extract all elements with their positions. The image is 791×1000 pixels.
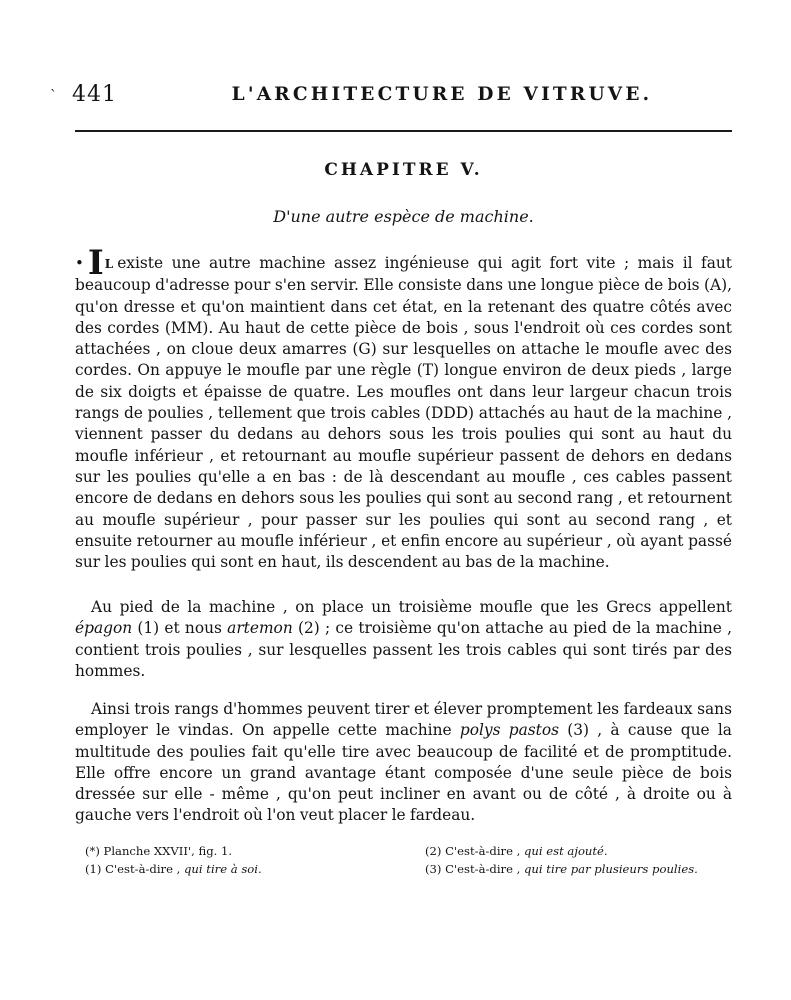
footnote-1 <box>85 860 262 878</box>
footnote-marker: (*) <box>85 844 100 858</box>
footnote-text: C'est-à-dire , <box>105 862 184 876</box>
footnote-text: C'est-à-dire , <box>445 862 524 876</box>
footnote-italic: qui est ajouté. <box>524 844 608 858</box>
footnote-2 <box>425 842 608 860</box>
footnote-star <box>85 842 232 860</box>
paragraph-3-text-b: (3) , à cause que la multitude des poulies fait qu'elle tire avec beaucoup de facilité et de promptitude. Elle offre encore un grand avantage étant composée d'une seule pièce de bois dressée sur elle - même , qu'on peut incliner en avant ou de côté , à droite ou à gauche vers l'endroit où l'on veut placer le fardeau. <box>75 721 732 825</box>
paragraph-2 <box>75 597 732 682</box>
running-title: L'ARCHITECTURE DE VITRUVE. <box>231 84 653 105</box>
paragraph-1-text: existe une autre machine assez ingénieuse qui agit fort vite ; mais il faut beaucoup d'adresse pour s'en servir. Elle consiste dans une longue pièce de bois (A), qu'on dresse et qu'on maintient dans cet état, en la retenant des quatre côtés avec des cordes (MM). Au haut de cette pièce de bois , sous l'endroit où ces cordes sont attachées , on cloue deux amarres (G) sur lesquelles on attache le moufle avec des cordes. On appuye le moufle par une règle (T) longue environ de deux pieds , large de six doigts et épaisse de quatre. Les moufles ont dans leur largeur chacun trois rangs de poulies , tellement que trois cables (DDD) attachés au haut de la machine , viennent passer du dedans au dehors sous les trois poulies qui sont au haut du moufle inférieur , et retournant au moufle supérieur passent de dehors en dedans sur les poulies qu'elle a en bas : de là descendant au moufle , ces cables passent encore de dedans en dehors sous les poulies qui sont au second rang , et retournent au moufle supérieur , pour passer sur les poulies qui sont au second rang , et ensuite retourner au moufle inférieur , et enfin encore au supérieur , où ayant passé sur les poulies qui sont en haut, ils descendent au bas de la machine. <box>75 254 732 572</box>
footnote-italic: qui tire à soi. <box>184 862 262 876</box>
paragraph-3-text-a: Ainsi trois rangs d'hommes peuvent tirer et élever promptement les fardeaux sans employer le vindas. On appelle cette machine <box>75 700 732 740</box>
paragraph-2-text-a: Au pied de la machine , on place un troisième moufle que les Grecs appellent <box>91 598 732 616</box>
footnote-marker: (2) <box>425 844 442 858</box>
header-rule <box>75 130 732 132</box>
drop-cap-rest: L <box>104 257 114 271</box>
paragraph-2-text-c: (2) ; ce troisième qu'on attache au pied de la machine , contient trois poulies , sur lesquelles passent les trois cables qui sont tirés par des hommes. <box>75 619 732 680</box>
footnote-text: C'est-à-dire , <box>445 844 524 858</box>
drop-cap: I <box>87 243 104 283</box>
paragraph-1 <box>75 243 732 573</box>
paragraph-3 <box>75 699 732 827</box>
chapter-title: CHAPITRE V. <box>324 160 483 180</box>
footnote-marker: (1) <box>85 862 102 876</box>
chapter-subtitle: D'une autre espèce de machine. <box>273 207 534 226</box>
footnote-text: Planche XXVII', fig. 1. <box>103 844 233 858</box>
running-head <box>50 82 740 112</box>
term-polys-pastos: polys pastos <box>459 721 560 740</box>
term-epagon: épagon <box>75 619 133 638</box>
footnote-marker: (3) <box>425 862 442 876</box>
margin-mark: ` <box>50 88 57 104</box>
bullet-mark: • <box>75 254 84 272</box>
page-number: 441 <box>72 82 117 107</box>
paragraph-2-text-b: (1) et nous <box>132 619 228 638</box>
footnote-italic: qui tire par plusieurs poulies. <box>524 862 698 876</box>
footnote-3 <box>425 860 698 878</box>
term-artemon: artemon <box>227 619 293 638</box>
